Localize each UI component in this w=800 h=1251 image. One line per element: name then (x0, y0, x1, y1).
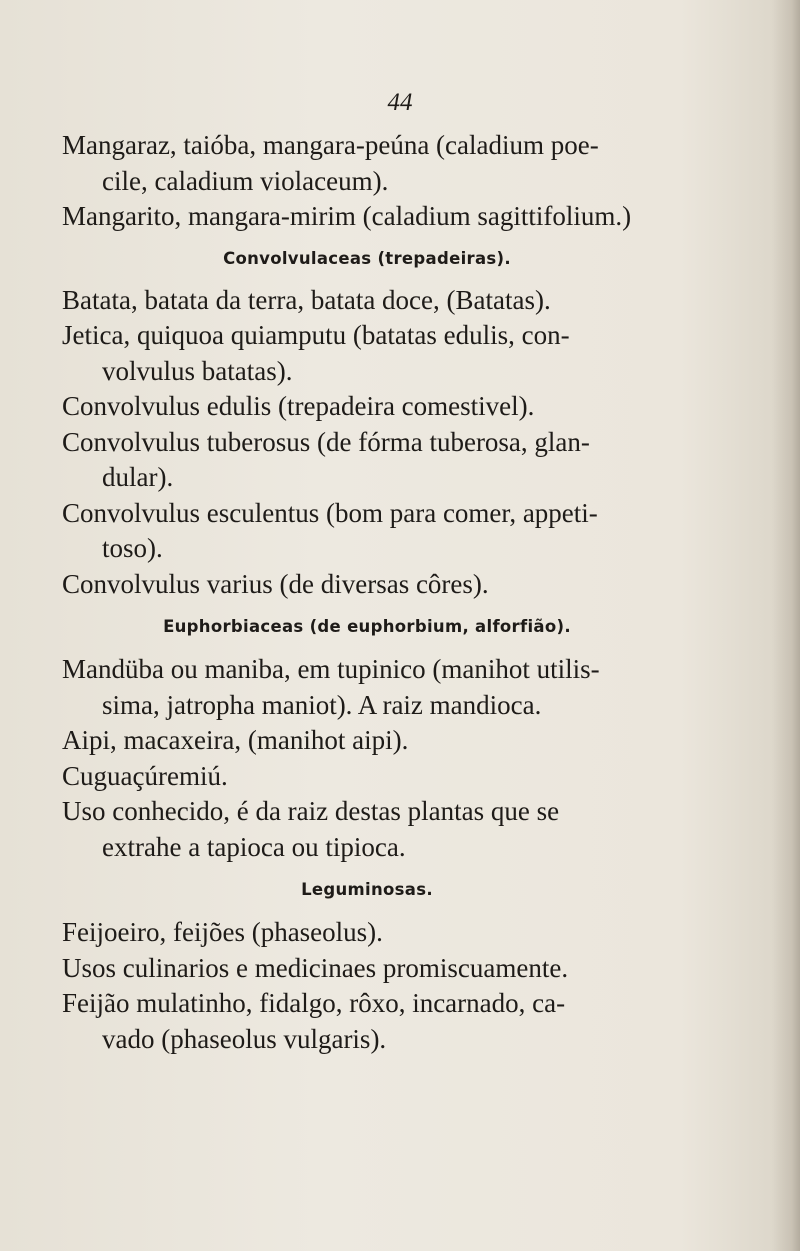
entry-cuguacuremiu: Cuguaçúremiú. (62, 760, 228, 791)
entry-usos-culinarios: Usos culinarios e medicinaes promiscuamente. (62, 952, 569, 983)
entry-aipi: Aipi, macaxeira, (manihot aipi). (62, 725, 409, 755)
entry-convolvulus-varius: Convolvulus varius (de diversas côres). (62, 568, 489, 599)
page-content (62, 128, 672, 1057)
section-heading-euphorbiaceas: Euphorbiaceas (de euphorbium, alforfião). (163, 617, 571, 636)
section-heading-leguminosas: Leguminosas. (301, 880, 433, 899)
entry-mangaraz: Mangaraz, taióba, mangara-peúna (caladium poe- cile, caladium violaceum). (62, 130, 599, 196)
entry-uso-conhecido: Uso conhecido, é da raiz destas plantas que se extrahe a tapioca ou tipioca. (62, 796, 560, 862)
page-edge-shadow (772, 0, 800, 1251)
entry-feijao-mulatinho: Feijão mulatinho, fidalgo, rôxo, incarnado, ca- vado (phaseolus vulgaris). (62, 988, 566, 1054)
entry-convolvulus-edulis: Convolvulus edulis (trepadeira comestivel). (62, 391, 535, 421)
entry-batata: Batata, batata da terra, batata doce, (Batatas). (62, 284, 551, 315)
entry-feijoeiro: Feijoeiro, feijões (phaseolus). (62, 917, 383, 947)
section-caladium (62, 128, 672, 235)
section-convolvulaceas (62, 235, 672, 603)
section-heading-convolvulaceas: Convolvulaceas (trepadeiras). (223, 248, 511, 268)
entry-jetica: Jetica, quiquoa quiamputu (batatas edulis, con- volvulus batatas). (62, 320, 570, 386)
entry-convolvulus-tuberosus: Convolvulus tuberosus (de fórma tuberosa, glan- dular). (62, 426, 590, 492)
section-leguminosas (62, 865, 672, 1057)
page-number: 44 (387, 89, 413, 116)
entry-convolvulus-esculentus: Convolvulus esculentus (bom para comer, appeti- toso). (62, 497, 598, 563)
entry-mangarito: Mangarito, mangara-mirim (caladium sagittifolium.) (62, 201, 632, 231)
section-euphorbiaceas (62, 602, 672, 865)
entry-manduba: Mandüba ou maniba, em tupinico (manihot utilis- sima, jatropha maniot). A raiz mandioca. (62, 654, 600, 720)
